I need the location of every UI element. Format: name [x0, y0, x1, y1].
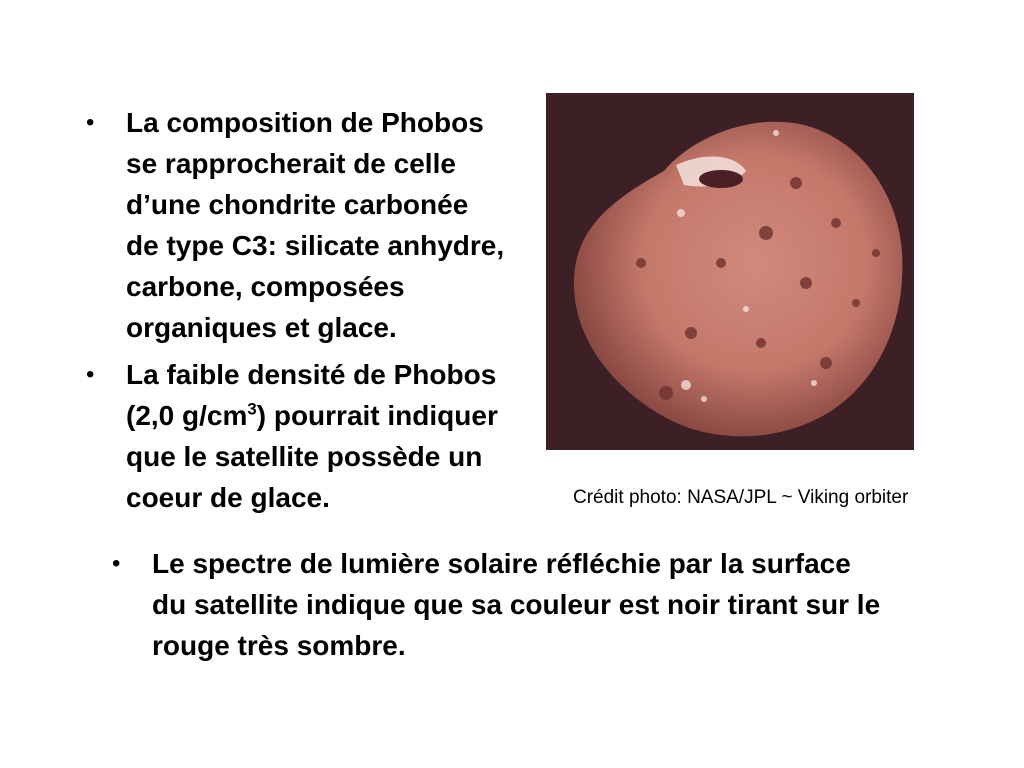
- bullet-text-part-1: La faible densité de Phobos (2,0 g/cm: [126, 359, 497, 431]
- photo-caption: Crédit photo: NASA/JPL ~ Viking orbiter: [573, 487, 909, 508]
- bullet-icon: •: [112, 550, 121, 577]
- phobos-moon-icon: [546, 93, 914, 450]
- bullet-text: La composition de Phobos se rapprocherait de celle d’une chondrite carbonée de type C3: silicate anhydre, carbone, composées organiques et glace.: [126, 107, 505, 343]
- list-item: [86, 102, 506, 348]
- list-item: [112, 543, 892, 666]
- superscript: 3: [247, 399, 257, 419]
- bullet-text: Le spectre de lumière solaire réfléchie par la surface du satellite indique que sa couleur est noir tirant sur le rouge très sombre.: [152, 548, 881, 661]
- bullet-text-part-2: ) pourrait indiquer que le satellite possède un coeur de glace.: [126, 400, 498, 513]
- bullet-list: [86, 102, 506, 524]
- bullet-icon: •: [86, 361, 95, 388]
- bullet-icon: •: [86, 109, 95, 136]
- phobos-photo: [546, 93, 914, 450]
- list-item: [86, 354, 506, 518]
- overlay-bullet-list: [112, 543, 892, 666]
